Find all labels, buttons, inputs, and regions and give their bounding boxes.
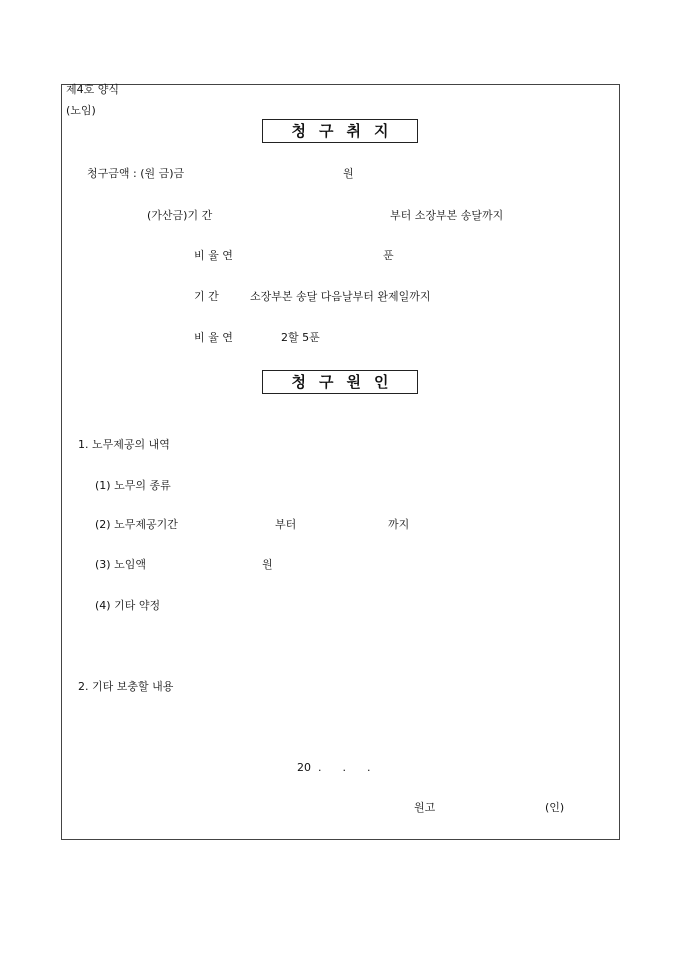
added-period-text: 부터 소장부본 송달까지 (390, 209, 504, 222)
form-frame (61, 84, 620, 840)
rate1-label: 비 율 연 (194, 249, 233, 262)
period2-text: 소장부본 송달 다음날부터 완제일까지 (250, 290, 431, 303)
rate2-value: 2할 5푼 (281, 331, 320, 344)
cause-sub-2-to: 까지 (388, 518, 410, 531)
section-title-claim-purpose: 청구취지 (262, 119, 418, 143)
cause-sub-3: (3) 노임액 (95, 558, 146, 571)
cause-sub-2-from: 부터 (275, 518, 297, 531)
section-title-claim-cause: 청구원인 (262, 370, 418, 394)
claim-amount-label: 청구금액 : (원 금)금 (87, 167, 185, 180)
cause-sub-3-unit: 원 (262, 558, 273, 571)
cause-sub-2: (2) 노무제공기간 (95, 518, 178, 531)
cause-item-2: 2. 기타 보충할 내용 (78, 680, 174, 693)
claim-amount-unit: 원 (343, 167, 354, 180)
cause-item-1: 1. 노무제공의 내역 (78, 438, 170, 451)
period2-label: 기 간 (194, 290, 219, 303)
form-type: (노임) (66, 104, 96, 117)
cause-sub-1: (1) 노무의 종류 (95, 479, 171, 492)
form-number: 제4호 양식 (66, 83, 119, 96)
cause-sub-4: (4) 기타 약정 (95, 599, 161, 612)
date-line: 20 . . . (297, 761, 371, 774)
signature-label: 원고 (414, 801, 436, 814)
seal-mark: (인) (545, 801, 565, 814)
rate2-label: 비 율 연 (194, 331, 233, 344)
rate1-unit: 푼 (383, 249, 394, 262)
added-period-label: (가산금)기 간 (147, 209, 213, 222)
